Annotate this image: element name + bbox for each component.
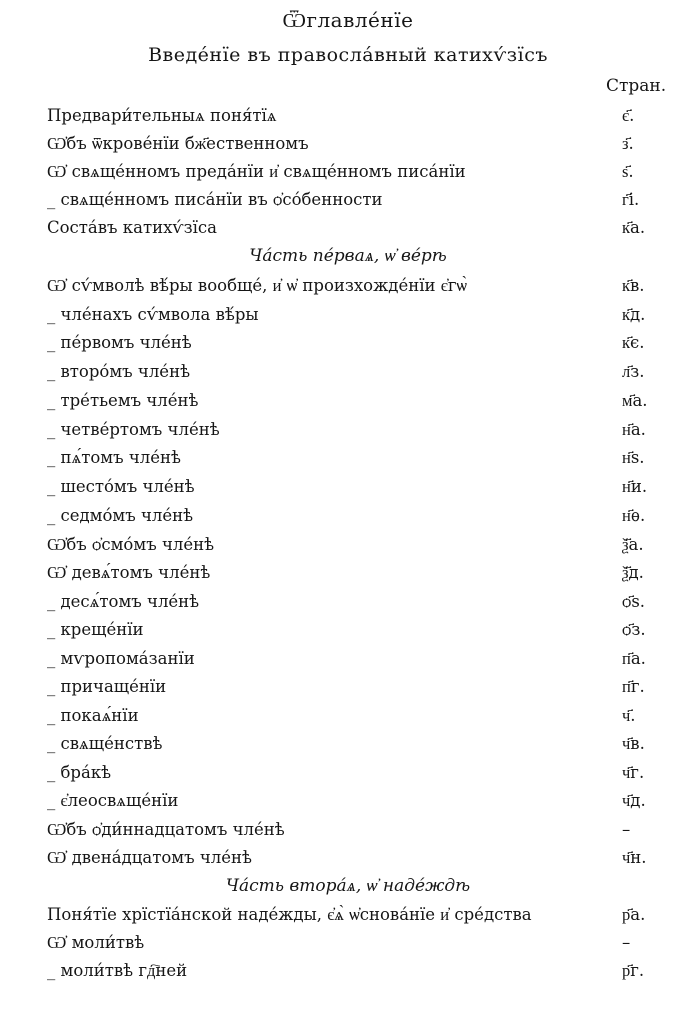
toc-entry-text: _ десѧ́томъ чле́нѣ [47, 592, 200, 611]
toc-entry-page: н҃и. [622, 477, 648, 496]
toc-entry [47, 535, 677, 561]
toc-entry-page: ч҃в. [622, 734, 645, 753]
toc-entry-text: _ второ́мъ чле́нѣ [47, 362, 191, 381]
toc-entry-page: п҃а. [622, 649, 646, 668]
toc-entry-page: є҃. [622, 106, 635, 125]
toc-entry-page: г҃і. [622, 190, 640, 209]
toc-entry-page: ч҃н. [622, 848, 647, 867]
toc-entry [47, 420, 677, 446]
toc-entry [47, 677, 677, 703]
toc-entry-text: Поня́тїе хрїстїа́нской наде́жды, є҆ѧ̀ ѡ҆снова́нїе и҆ сре́дства [47, 905, 532, 924]
toc-entry-page: – [622, 933, 631, 952]
section-heading-part-1: Ча́сть пе́рваѧ, ѡ҆ ве́рѣ [249, 246, 447, 266]
page-column-header: Стран. [606, 76, 667, 96]
toc-entry-page: л҃з. [622, 362, 645, 381]
toc-entry-page: з҃. [622, 134, 634, 153]
toc-entry-text: _ бра́кѣ [47, 763, 112, 782]
toc-entry [47, 448, 677, 474]
toc-entry [47, 106, 677, 132]
toc-entry-page: ч҃г. [622, 763, 645, 782]
toc-entry-text: _ свѧще́нномъ писа́нїи въ ѻ҆со́бенности [47, 190, 383, 209]
toc-entry [47, 933, 677, 959]
toc-entry-text: Ѡ҆ девѧ́томъ чле́нѣ [47, 563, 211, 582]
toc-entry-text: _ пе́рвомъ чле́нѣ [47, 333, 192, 352]
toc-entry [47, 905, 677, 931]
toc-entry-text: Ѡ҆бъ ѻ҆ди́ннадцатомъ чле́нѣ [47, 820, 285, 839]
toc-entry-text: _ чле́нахъ сѵ́мвола вѣ́ры [47, 305, 259, 324]
toc-entry [47, 362, 677, 388]
toc-entry-text: Ѡ҆бъ ѻ҆смо́мъ чле́нѣ [47, 535, 215, 554]
toc-entry [47, 477, 677, 503]
toc-entry [47, 791, 677, 817]
toc-entry [47, 190, 677, 216]
toc-entry-page: к҃а. [622, 218, 646, 237]
toc-entry [47, 649, 677, 675]
toc-entry [47, 961, 677, 987]
toc-entry-text: _ є҆леосвѧще́нїи [47, 791, 179, 810]
toc-entry-page: н҃а. [622, 420, 646, 439]
toc-entry-page: ѕ҃. [622, 162, 634, 181]
toc-entry [47, 592, 677, 618]
toc-entry [47, 276, 677, 302]
toc-entry [47, 734, 677, 760]
toc-entry-page: – [622, 820, 631, 839]
toc-entry-text: _ свѧще́нствѣ [47, 734, 163, 753]
toc-entry-text: Ѡ҆ свѧще́нномъ преда́нїи и҆ свѧще́нномъ писа́нїи [47, 162, 466, 181]
toc-entry-page: ѻ҃ѕ. [622, 592, 646, 611]
toc-entry-page: ѯ҃а. [622, 535, 644, 554]
toc-entry-text: Предвари́тельныѧ поня́тїѧ [47, 106, 277, 125]
toc-entry [47, 506, 677, 532]
toc-entry [47, 134, 677, 160]
toc-entry-text: Ѡ҆ сѵ́мволѣ вѣ́ры вообще́, и҆ ѡ҆ произхожде́нїи є҆гѡ̀ [47, 276, 467, 295]
toc-entry [47, 333, 677, 359]
toc-entry-page: п҃г. [622, 677, 645, 696]
toc-entry [47, 848, 677, 874]
toc-entry [47, 563, 677, 589]
toc-entry-text: _ мѵропома́занїи [47, 649, 195, 668]
toc-entry-text: Ѡ҆ двена́дцатомъ чле́нѣ [47, 848, 252, 867]
toc-entry-text: _ шесто́мъ чле́нѣ [47, 477, 195, 496]
toc-entry [47, 763, 677, 789]
toc-entry [47, 820, 677, 846]
toc-entry-page: р҃а. [622, 905, 646, 924]
toc-entry [47, 162, 677, 188]
toc-entry-text: Ѡ҆ моли́твѣ [47, 933, 145, 952]
toc-entry-page: к҃д. [622, 305, 646, 324]
page-title: Ѿглавле́нїе [282, 8, 414, 32]
toc-entry [47, 218, 677, 244]
toc-entry-page: н҃ѳ. [622, 506, 646, 525]
toc-entry-page: н҃ѕ. [622, 448, 645, 467]
toc-entry-text: _ причаще́нїи [47, 677, 167, 696]
toc-entry-page: ѯ҃д. [622, 563, 644, 582]
toc-entry-text: _ покаѧ́нїи [47, 706, 139, 725]
page-subtitle: Введе́нїе въ правосла́вный катихѵ́зїсъ [148, 44, 548, 66]
toc-entry-page: к҃в. [622, 276, 645, 295]
toc-entry [47, 391, 677, 417]
toc-entry-text: _ седмо́мъ чле́нѣ [47, 506, 194, 525]
toc-entry-text: _ моли́твѣ гд҇ней [47, 961, 188, 980]
section-heading-part-2: Ча́сть втора́ѧ, ѡ҆ наде́ждѣ [225, 876, 471, 896]
toc-entry [47, 706, 677, 732]
toc-entry-page: ч҃. [622, 706, 636, 725]
toc-entry-text: _ четве́ртомъ чле́нѣ [47, 420, 220, 439]
toc-entry [47, 305, 677, 331]
toc-entry-text: Ѡ҆бъ ѿкрове́нїи бж҃ественномъ [47, 134, 309, 153]
toc-entry-text: _ креще́нїи [47, 620, 144, 639]
toc-entry-page: м҃а. [622, 391, 648, 410]
toc-entry-page: ѻ҃з. [622, 620, 646, 639]
toc-entry [47, 620, 677, 646]
toc-entry-page: ч҃д. [622, 791, 646, 810]
toc-entry-text: _ тре́тьемъ чле́нѣ [47, 391, 199, 410]
toc-entry-text: _ пѧ́томъ чле́нѣ [47, 448, 181, 467]
toc-entry-page: р҃г. [622, 961, 645, 980]
toc-entry-text: Соста́въ катихѵ́зїса [47, 218, 217, 237]
toc-entry-page: к҃є. [622, 333, 645, 352]
